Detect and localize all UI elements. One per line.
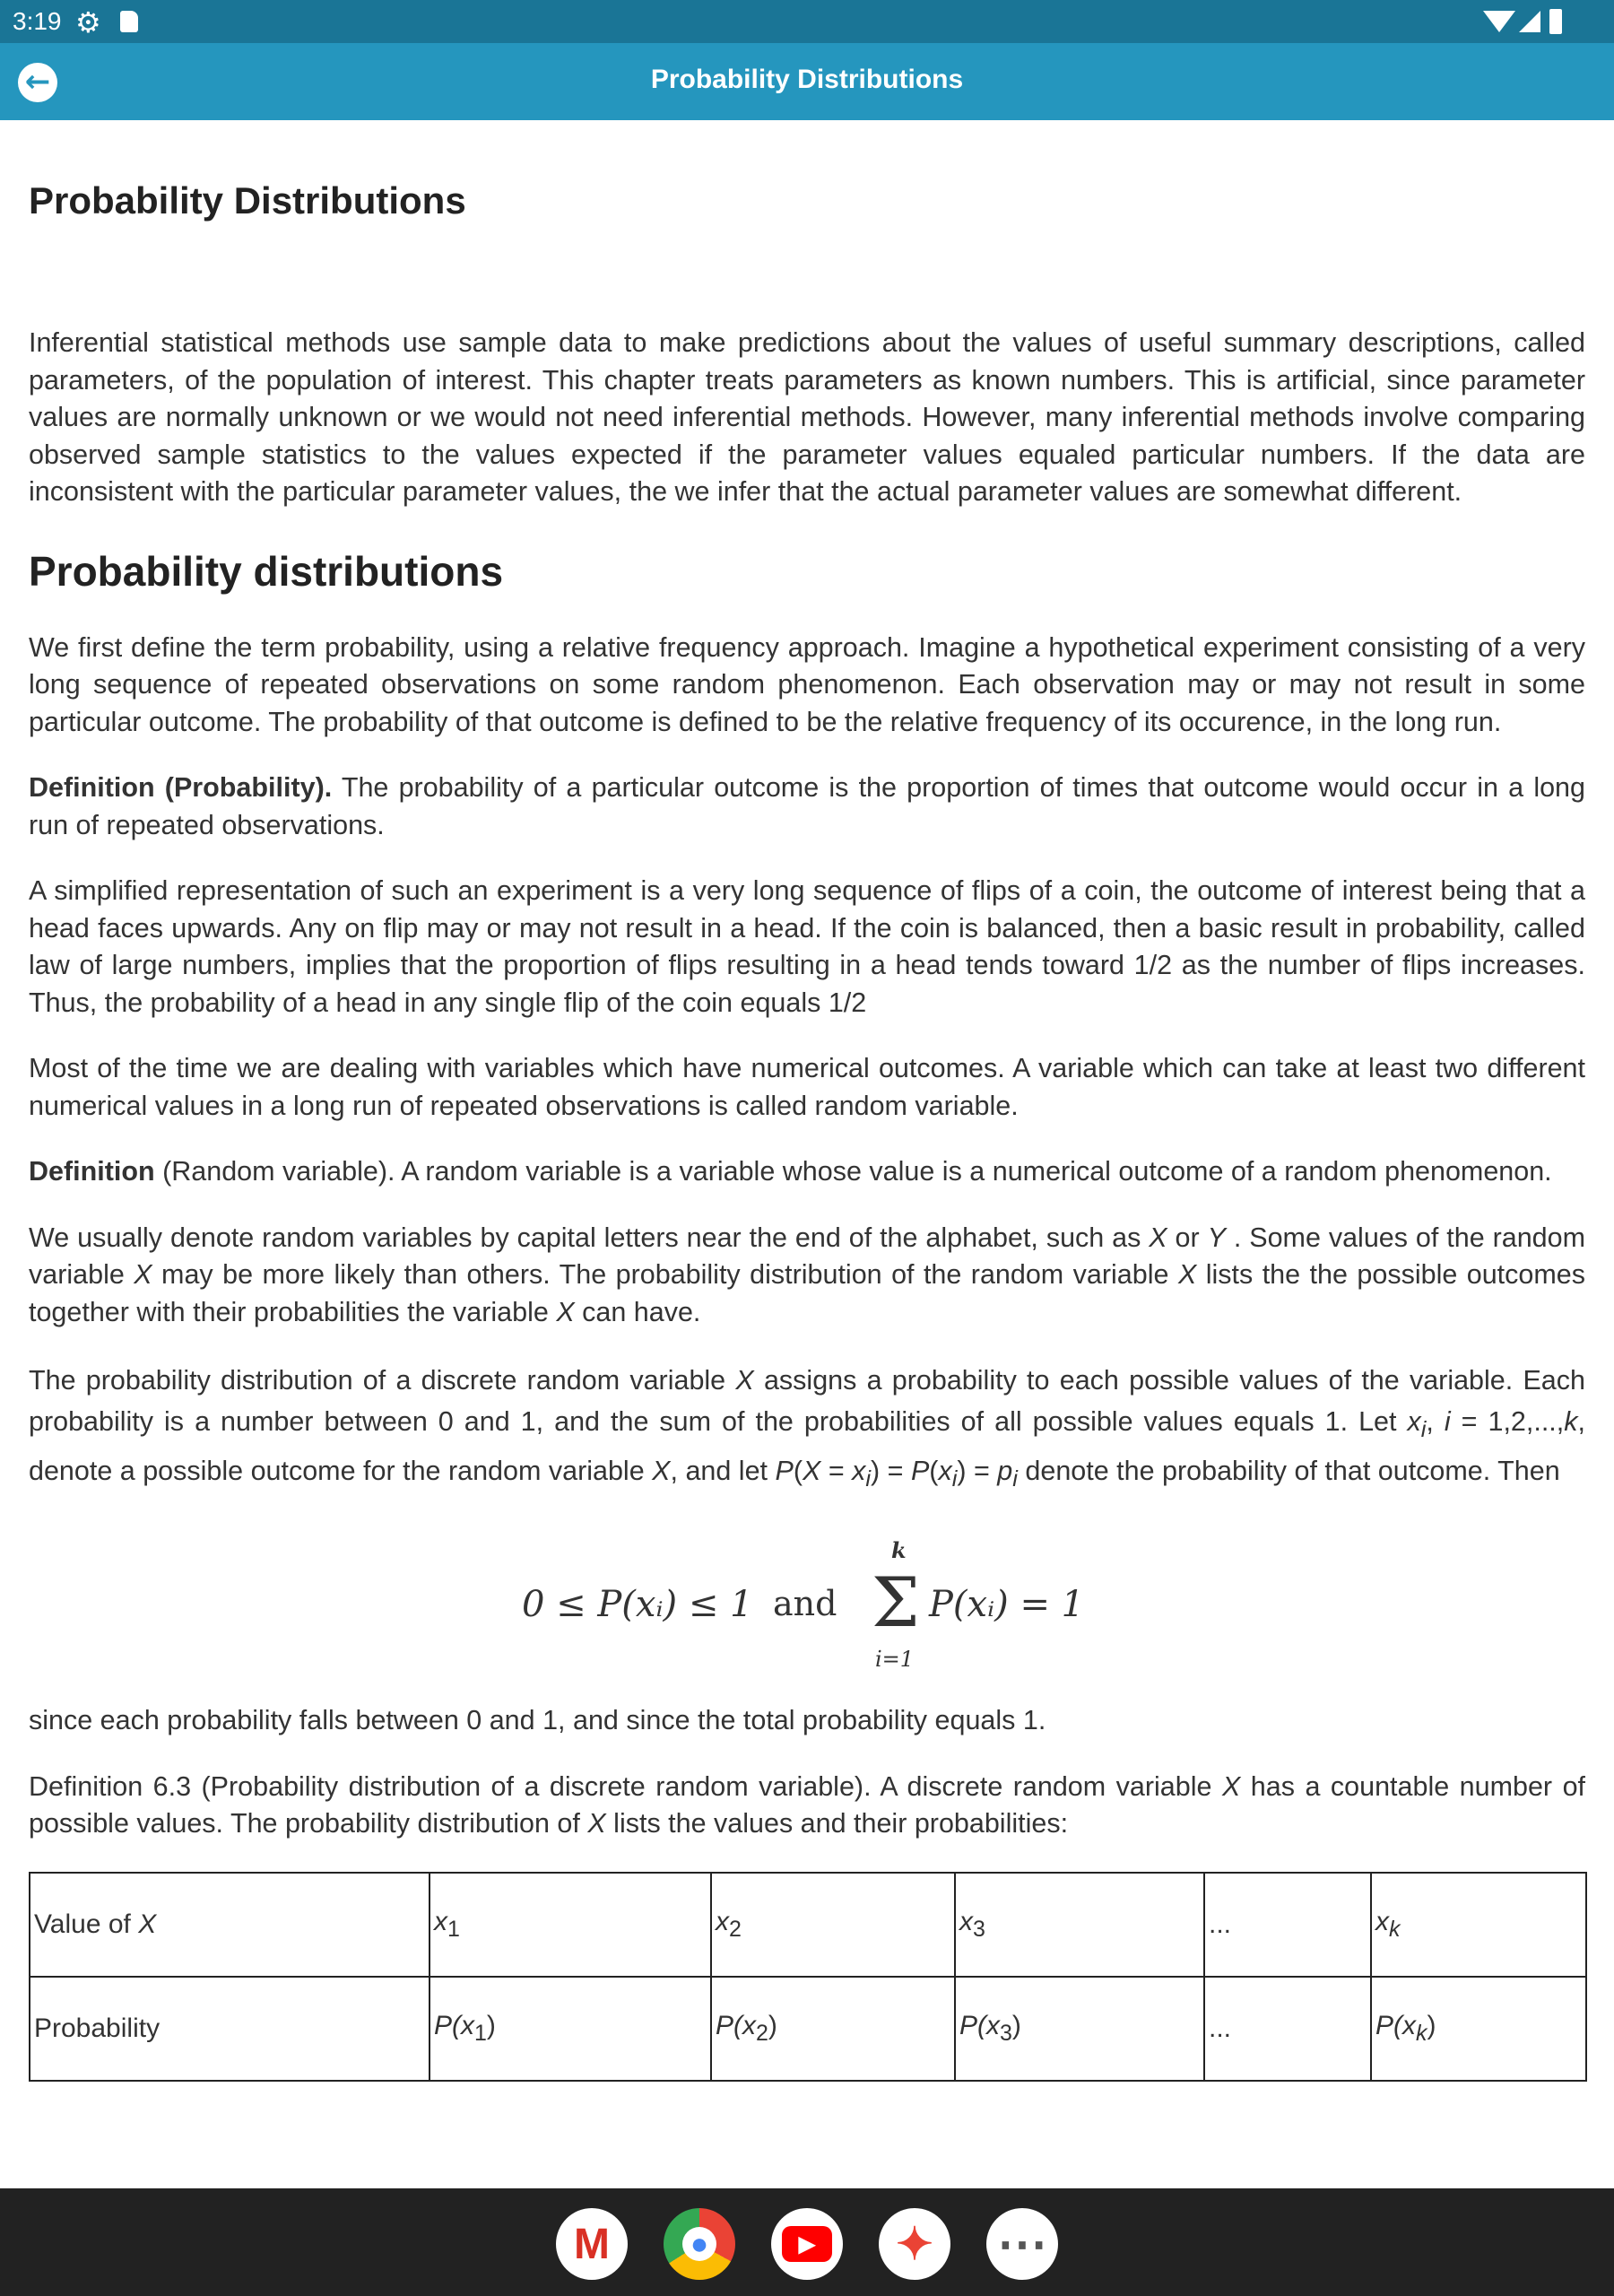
prob-close: ) (1011, 2010, 1021, 2040)
sd-card-icon (120, 11, 138, 32)
var-x: X (1221, 1770, 1241, 1802)
var-x: X (1149, 1222, 1167, 1253)
ellipsis: ... (1209, 1909, 1232, 1939)
table-cell (1371, 1873, 1586, 1977)
table-row (30, 1873, 1586, 1977)
var-x-small: x (434, 1906, 447, 1936)
section-heading: Probability distributions (29, 547, 504, 595)
denote-paragraph (29, 1220, 1585, 1332)
table-cell (955, 1873, 1204, 1977)
var-k: k (1564, 1406, 1578, 1437)
text-run: lists the values and their probabilities: (605, 1808, 1069, 1839)
definition-text: (Random variable). A random variable is a variable whose value is a numerical outcome of a random phenomenon. (154, 1156, 1552, 1187)
definition-term: Definition (29, 1156, 155, 1187)
text-run: , and let (670, 1456, 776, 1487)
var-x-small: x (1402, 2010, 1416, 2040)
coin-paragraph: A simplified representation of such an experiment is a very long sequence of flips of a coin, the outcome of interest being that a head faces upwards. Any on flip may or may not result in a head. If the coin is balanced, then a basic result in probability, called law of large numbers, implies that the proportion of flips resulting in a head tends toward 1/2 as the number of flips increases. Thus, the probability of a head in any single flip of the coin equals 1/2 (29, 875, 1585, 1018)
variables-paragraph: Most of the time we are dealing with variables which have numerical outcomes. A variable which can take at least two different numerical values in a long run of repeated observations is called random variable. (29, 1053, 1585, 1121)
var-i: i (1444, 1406, 1451, 1437)
chrome-center-glyph: ● (682, 2227, 716, 2261)
var-x: X (134, 1259, 152, 1290)
var-x: X (735, 1365, 754, 1396)
prob-open: P( (959, 2010, 986, 2040)
formula-and: and (773, 1584, 837, 1624)
app-bar (0, 43, 1614, 120)
var-x-small: x (742, 2010, 756, 2040)
formula-sigma: Σ (872, 1562, 920, 1643)
status-bar (0, 0, 1614, 43)
var-p-small: p (997, 1456, 1013, 1487)
text-run: . Some values of the random variable (29, 1222, 1585, 1290)
var-x: X (587, 1808, 606, 1839)
status-time: 3:19 (13, 7, 62, 35)
text-run: may be more likely than others. The probability distribution of the random variable (152, 1259, 1178, 1290)
subscript: 1 (474, 2020, 487, 2046)
prob-close: ) (768, 2010, 777, 2040)
cell-signal-icon (1519, 11, 1540, 32)
prob-close: ) (486, 2010, 496, 2040)
table-cell (711, 1977, 955, 2081)
definition-text: The probability of a particular outcome is the proportion of times that outcome would occur in a long run of repeated observations. (29, 772, 1585, 840)
battery-icon (1549, 9, 1562, 34)
wifi-icon (1483, 11, 1515, 32)
var-p: P (775, 1456, 794, 1487)
probability-formula (29, 1528, 1585, 1699)
subscript: 3 (1000, 2020, 1012, 2046)
text-run: ) = (957, 1456, 998, 1487)
var-x-small: x (716, 1906, 729, 1936)
subscript: 1 (447, 1916, 460, 1942)
formula-left: 0 ≤ P(xᵢ) ≤ 1 (522, 1584, 753, 1626)
text-run: or (1167, 1222, 1208, 1253)
intro-paragraph: Inferential statistical methods use sample data to make predictions about the values of useful summary descriptions, called parameters, of the population of interest. This chapter treats parameters as known numbers. This is artificial, since parameter values are normally unknown or we would not need inferential methods. However, many inferential methods involve comparing observed sample statistics to the values expected if the parameter values equaled particular numbers. If the data are inconsistent with the particular parameter values, the we infer that the actual parameter values are somewhat different. (29, 327, 1585, 507)
var-xi: x (1407, 1406, 1421, 1437)
formula-upper: k (891, 1537, 907, 1564)
table-cell (955, 1977, 1204, 2081)
table-cell (430, 1977, 711, 2081)
text-run: = (820, 1456, 853, 1487)
table-cell (30, 1977, 430, 2081)
discrete-paragraph (29, 1360, 1585, 1500)
row-label: Probability (34, 2013, 161, 2043)
subscript: 2 (729, 1916, 742, 1942)
frequency-paragraph: We first define the term probability, using a relative frequency approach. Imagine a hypothetical experiment consisting of a very long sequence of repeated observations on some random phenomenon. Each observation may or may not result in some particular outcome. The probability of that outcome is defined to be the relative frequency of its occurence, in the long run. (29, 631, 1585, 737)
row-label: Value of (34, 1909, 139, 1939)
var-x: X (652, 1456, 671, 1487)
var-y: Y (1207, 1222, 1226, 1253)
text-run: , denote a possible outcome for the random variable (29, 1406, 1585, 1487)
chrome-icon[interactable] (664, 2208, 735, 2280)
definition-probability (29, 770, 1585, 844)
page-title: Probability Distributions (29, 179, 466, 222)
prob-open: P( (716, 2010, 742, 2040)
gmail-glyph: M (574, 2220, 610, 2268)
formula-lower: i=1 (875, 1647, 915, 1673)
var-x-small: x (959, 1906, 973, 1936)
table-cell (711, 1873, 955, 1977)
subscript: k (1416, 2020, 1427, 2046)
text-run: can have. (574, 1296, 701, 1327)
text-run: lists the the possible outcomes together with their probabilities the variable (29, 1259, 1585, 1327)
sub-i: i (1420, 1417, 1427, 1443)
youtube-glyph: ▶ (782, 2226, 832, 2262)
text-run: Definition 6.3 (Probability distribution of a discrete random variable). A discrete random variable (29, 1770, 1222, 1802)
gmail-icon[interactable] (556, 2208, 628, 2280)
back-arrow-icon: ← (24, 63, 51, 100)
app-dock (0, 2188, 1614, 2296)
var-xi: x (938, 1456, 952, 1487)
sub-i: i (1012, 1466, 1018, 1492)
article-content (29, 120, 1585, 2082)
var-x-small: x (986, 2010, 1000, 2040)
prob-open: P( (434, 2010, 461, 2040)
var-x: X (556, 1296, 575, 1327)
table-row (30, 1977, 1586, 2081)
sub-i: i (951, 1466, 958, 1492)
definition-term: Definition (Probability). (29, 772, 333, 803)
settings-gear-icon: ⚙ (75, 5, 101, 39)
var-x: X (138, 1909, 157, 1939)
app-drawer-glyph: ⋯ (997, 2215, 1047, 2272)
subscript: k (1389, 1916, 1401, 1942)
sub-i: i (865, 1466, 872, 1492)
var-xi: x (852, 1456, 866, 1487)
photos-icon[interactable] (879, 2208, 950, 2280)
table-cell (1204, 1873, 1371, 1977)
formula-right: P(xᵢ) = 1 (929, 1584, 1085, 1626)
prob-open: P( (1375, 2010, 1402, 2040)
text-run: ( (793, 1456, 803, 1487)
ellipsis: ... (1209, 2013, 1232, 2043)
var-p: P (910, 1456, 930, 1487)
text-run: has a countable number of possible values. The probability distribution of (29, 1770, 1586, 1839)
text-run: ( (929, 1456, 939, 1487)
var-x-small: x (1375, 1906, 1389, 1936)
photos-glyph: ✦ (896, 2219, 933, 2269)
text-run: = 1,2,..., (1450, 1406, 1565, 1437)
text-run: assigns a probability to each possible values of the variable. Each probability is a number between 0 and 1, and the sum of the probabilities of all possible values equals 1. Let (29, 1365, 1585, 1437)
var-x-small: x (461, 2010, 474, 2040)
text-run: denote the probability of that outcome. Then (1017, 1456, 1560, 1487)
table-cell (1204, 1977, 1371, 2081)
definition-random-variable (29, 1153, 1585, 1191)
distribution-table (29, 1872, 1587, 2082)
text-run: , (1426, 1406, 1445, 1437)
prob-close: ) (1427, 2010, 1436, 2040)
text-run: ) = (871, 1456, 911, 1487)
table-cell (1371, 1977, 1586, 2081)
text-run: The probability distribution of a discrete random variable (29, 1365, 736, 1396)
subscript: 2 (756, 2020, 768, 2046)
text-run: We usually denote random variables by capital letters near the end of the alphabet, such as (29, 1222, 1150, 1253)
app-drawer-icon[interactable] (986, 2208, 1058, 2280)
app-title: Probability Distributions (650, 65, 964, 94)
table-cell (30, 1873, 430, 1977)
var-x: X (1177, 1259, 1197, 1290)
var-x: X (803, 1456, 821, 1487)
youtube-icon[interactable] (771, 2208, 843, 2280)
table-cell (430, 1873, 711, 1977)
since-paragraph: since each probability falls between 0 and 1, and since the total probability equals 1. (29, 1705, 1046, 1736)
definition-63-paragraph (29, 1769, 1585, 1843)
subscript: 3 (973, 1916, 985, 1942)
